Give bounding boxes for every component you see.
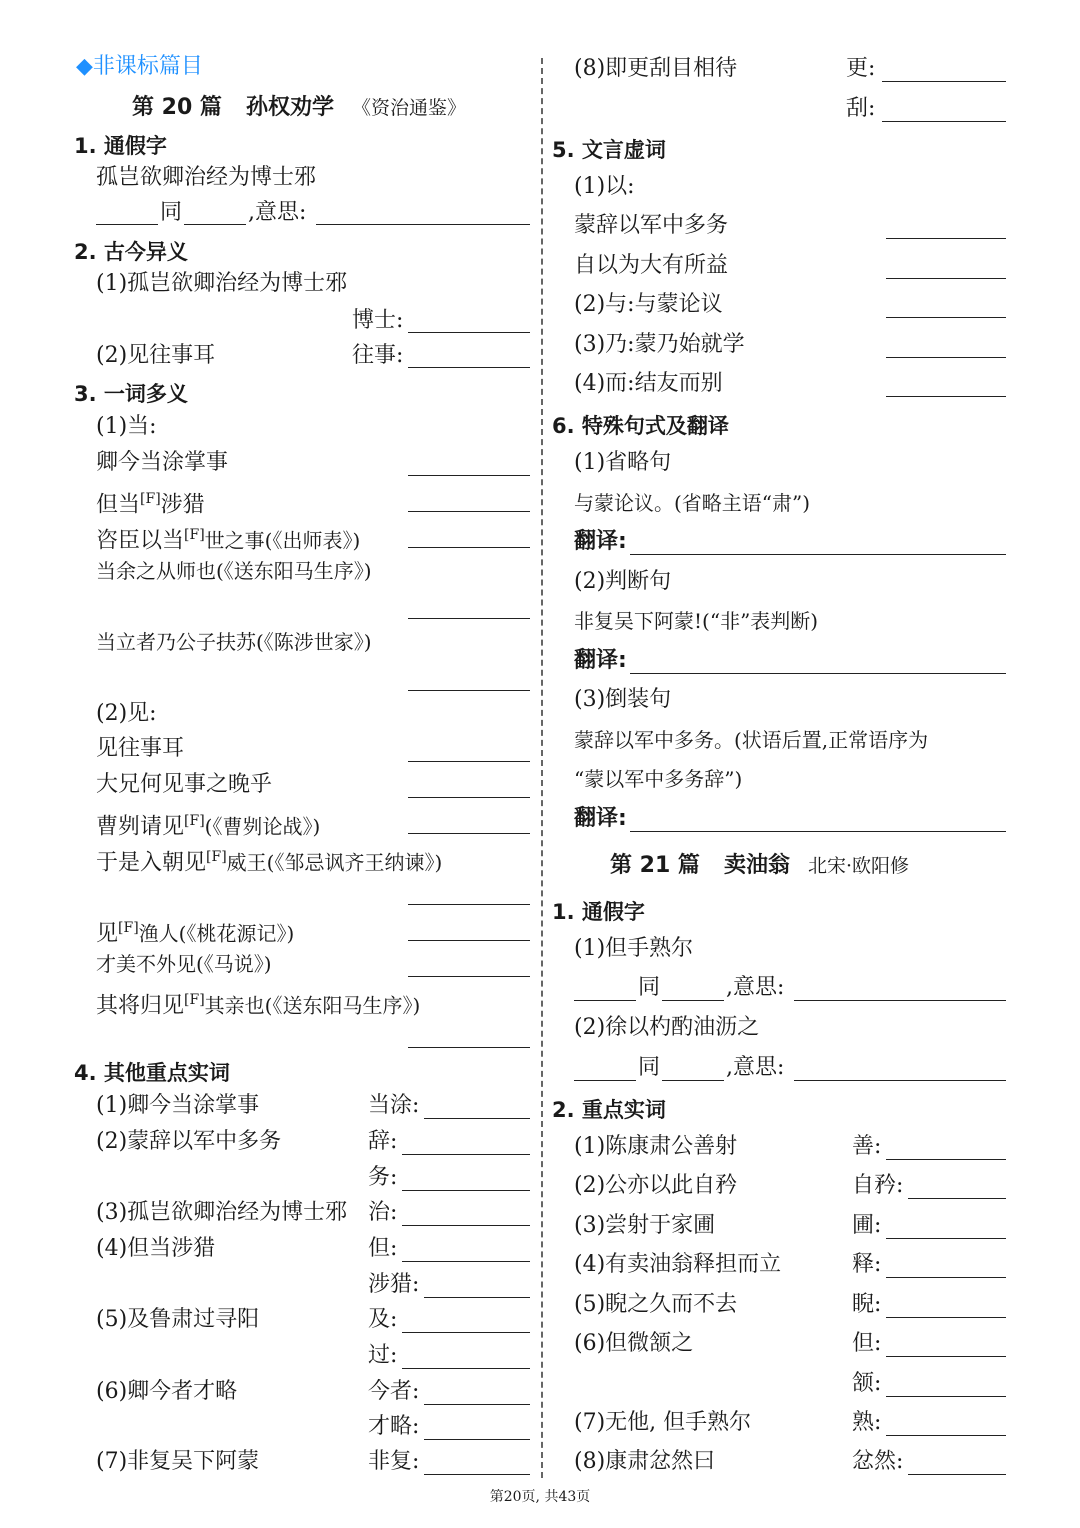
answer-line[interactable] bbox=[408, 761, 530, 762]
answer-line[interactable] bbox=[886, 1396, 1006, 1397]
item-text: (3)尝射于家圃 bbox=[574, 1213, 716, 1238]
item-text: (7)无他, 但手熟尔 bbox=[574, 1410, 752, 1435]
term-label: 过: bbox=[368, 1343, 398, 1368]
answer-line[interactable] bbox=[794, 1000, 1006, 1001]
sub-heading: (1)以: bbox=[574, 174, 635, 199]
sub-heading: (2)与:与蒙论议 bbox=[574, 292, 723, 317]
meaning-label: ,意思: bbox=[726, 975, 785, 1000]
text: 其将归见 bbox=[96, 993, 185, 1019]
answer-line[interactable] bbox=[886, 1277, 1006, 1278]
term-label: 当涂: bbox=[368, 1093, 420, 1118]
item-text: (8)即更刮目相待 bbox=[574, 56, 738, 81]
answer-line[interactable] bbox=[408, 618, 530, 619]
answer-line[interactable] bbox=[424, 1474, 530, 1475]
example-sentence: 当余之从师也(《送东阳马生序》) bbox=[96, 559, 372, 583]
sub-heading: (1)省略句 bbox=[574, 450, 672, 475]
section-title: 2. 重点实词 bbox=[552, 1098, 666, 1122]
answer-line[interactable] bbox=[408, 976, 530, 977]
same-label: 同 bbox=[638, 1055, 661, 1080]
answer-line[interactable] bbox=[408, 367, 530, 368]
text: 见 bbox=[96, 921, 119, 947]
chapter-source: 北宋·欧阳修 bbox=[807, 855, 909, 877]
example-sentence: 非复吴下阿蒙!(“非”表判断) bbox=[574, 609, 819, 633]
term-label: 忿然: bbox=[852, 1449, 904, 1474]
term-label: 颔: bbox=[852, 1371, 882, 1396]
answer-line[interactable] bbox=[424, 1297, 530, 1298]
example-sentence bbox=[96, 484, 205, 520]
answer-line[interactable] bbox=[402, 1190, 530, 1191]
answer-line[interactable] bbox=[408, 904, 530, 905]
term-label: 更: bbox=[846, 56, 876, 81]
answer-line[interactable] bbox=[630, 831, 1006, 832]
term-label: 今者: bbox=[368, 1379, 420, 1404]
answer-line[interactable] bbox=[402, 1261, 530, 1262]
category-heading: ◆非课标篇目 bbox=[76, 54, 203, 79]
answer-line[interactable] bbox=[886, 317, 1006, 318]
ref-mark: [F] bbox=[118, 920, 139, 936]
sub-heading: (3)倒装句 bbox=[574, 687, 672, 712]
ref-mark: [F] bbox=[140, 491, 161, 507]
term-label: 往事: bbox=[352, 343, 404, 368]
section-title: 1. 通假字 bbox=[74, 134, 167, 158]
page-footer: 第20页, 共43页 bbox=[489, 1489, 591, 1505]
example-sentence: “蒙以军中多务辞”) bbox=[574, 767, 743, 791]
example-sentence bbox=[96, 806, 320, 842]
example-sentence: 大兄何见事之晚乎 bbox=[96, 772, 273, 797]
term-label: 非复: bbox=[368, 1449, 420, 1474]
section-title: 3. 一词多义 bbox=[74, 382, 188, 406]
text: 其亲也(《送东阳马生序》) bbox=[204, 993, 421, 1018]
chapter-name: 卖油翁 bbox=[723, 853, 790, 878]
term-label: 但: bbox=[852, 1331, 882, 1356]
answer-line[interactable] bbox=[662, 1080, 724, 1081]
term-label: 及: bbox=[368, 1307, 398, 1332]
answer-line[interactable] bbox=[886, 396, 1006, 397]
text: 曹刿请见 bbox=[96, 814, 185, 840]
answer-line[interactable] bbox=[574, 1080, 636, 1081]
item-text: (1)陈康肃公善射 bbox=[574, 1134, 738, 1159]
answer-line[interactable] bbox=[408, 511, 530, 512]
term-label: 熟: bbox=[852, 1410, 882, 1435]
text: 渔人(《桃花源记》) bbox=[138, 921, 295, 946]
ref-mark: [F] bbox=[184, 992, 205, 1008]
answer-line[interactable] bbox=[408, 1047, 530, 1048]
section-title: 1. 通假字 bbox=[552, 900, 645, 924]
chapter-number: 第 20 篇 bbox=[132, 95, 222, 120]
sub-heading: (4)而:结友而别 bbox=[574, 371, 723, 396]
ref-mark: [F] bbox=[206, 849, 227, 865]
term-label: 务: bbox=[368, 1165, 398, 1190]
example-sentence: 才美不外见(《马说》) bbox=[96, 952, 272, 976]
translate-label: 翻译: bbox=[574, 529, 627, 554]
answer-line[interactable] bbox=[408, 475, 530, 476]
text: 咨臣以当 bbox=[96, 528, 185, 554]
answer-line[interactable] bbox=[886, 1435, 1006, 1436]
answer-line[interactable] bbox=[886, 1238, 1006, 1239]
example-sentence: 当立者乃公子扶苏(《陈涉世家》) bbox=[96, 630, 372, 654]
example-sentence: 蒙辞以军中多务 bbox=[574, 213, 729, 238]
term-label: 但: bbox=[368, 1236, 398, 1261]
example-sentence bbox=[96, 520, 360, 556]
answer-line[interactable] bbox=[886, 357, 1006, 358]
term-label: 睨: bbox=[852, 1292, 882, 1317]
example-sentence: 卿今当涂掌事 bbox=[96, 450, 229, 475]
answer-line[interactable] bbox=[630, 673, 1006, 674]
item-text: (2)蒙辞以军中多务 bbox=[96, 1129, 282, 1154]
term-label: 刮: bbox=[846, 96, 876, 121]
ref-mark: [F] bbox=[184, 813, 205, 829]
column-divider bbox=[541, 58, 543, 1478]
answer-line[interactable] bbox=[794, 1080, 1006, 1081]
section-title: 4. 其他重点实词 bbox=[74, 1061, 230, 1085]
item-text: (4)但当涉猎 bbox=[96, 1236, 216, 1261]
item-text: (2)徐以杓酌油沥之 bbox=[574, 1015, 760, 1040]
term-label: 善: bbox=[852, 1134, 882, 1159]
answer-line[interactable] bbox=[424, 1118, 530, 1119]
sentence: 孤岂欲卿治经为博士邪 bbox=[96, 165, 317, 190]
item-text: (2)公亦以此自矜 bbox=[574, 1173, 738, 1198]
same-label: 同 bbox=[638, 975, 661, 1000]
text: 但当 bbox=[96, 492, 141, 518]
sub-heading: (2)见: bbox=[96, 701, 157, 726]
answer-line[interactable] bbox=[316, 224, 530, 225]
answer-line[interactable] bbox=[882, 81, 1006, 82]
item-text: (5)睨之久而不去 bbox=[574, 1292, 738, 1317]
text: 威王(《邹忌讽齐王纳谏》) bbox=[226, 850, 443, 875]
answer-line[interactable] bbox=[408, 833, 530, 834]
term-label: 才略: bbox=[368, 1414, 420, 1439]
answer-line[interactable] bbox=[408, 690, 530, 691]
text: 于是入朝见 bbox=[96, 850, 207, 876]
item-text: (3)孤岂欲卿治经为博士邪 bbox=[96, 1200, 348, 1225]
item-text: (7)非复吴下阿蒙 bbox=[96, 1449, 260, 1474]
chapter-20-title bbox=[132, 90, 466, 121]
answer-line[interactable] bbox=[408, 940, 530, 941]
answer-line[interactable] bbox=[882, 121, 1006, 122]
answer-line[interactable] bbox=[408, 547, 530, 548]
example-sentence bbox=[96, 842, 442, 878]
chapter-21-title bbox=[610, 848, 909, 879]
answer-line[interactable] bbox=[402, 1225, 530, 1226]
item-text: (4)有卖油翁释担而立 bbox=[574, 1252, 782, 1277]
sub-heading: (3)乃:蒙乃始就学 bbox=[574, 332, 745, 357]
term-label: 辞: bbox=[368, 1129, 398, 1154]
example-sentence bbox=[96, 913, 294, 949]
answer-line[interactable] bbox=[574, 1000, 636, 1001]
item-text: (1)孤岂欲卿治经为博士邪 bbox=[96, 271, 348, 296]
item-text: (8)康肃忿然曰 bbox=[574, 1449, 716, 1474]
example-sentence bbox=[96, 985, 420, 1021]
answer-line[interactable] bbox=[886, 238, 1006, 239]
term-label: 释: bbox=[852, 1252, 882, 1277]
example-sentence: 见往事耳 bbox=[96, 736, 185, 761]
chapter-name: 孙权劝学 bbox=[245, 95, 334, 120]
answer-line[interactable] bbox=[908, 1198, 1006, 1199]
meaning-label: ,意思: bbox=[248, 200, 307, 225]
answer-line[interactable] bbox=[662, 1000, 724, 1001]
term-label: 治: bbox=[368, 1200, 398, 1225]
answer-line[interactable] bbox=[402, 1368, 530, 1369]
text: 世之事(《出师表》) bbox=[204, 528, 361, 553]
answer-line[interactable] bbox=[184, 224, 246, 225]
answer-line[interactable] bbox=[630, 554, 1006, 555]
same-label: 同 bbox=[160, 200, 183, 225]
example-sentence: 与蒙论议。(省略主语“肃”) bbox=[574, 491, 811, 515]
answer-line[interactable] bbox=[886, 278, 1006, 279]
item-text: (2)见往事耳 bbox=[96, 343, 216, 368]
translate-label: 翻译: bbox=[574, 806, 627, 831]
term-label: 涉猎: bbox=[368, 1272, 420, 1297]
chapter-source: 《资治通鉴》 bbox=[351, 97, 466, 119]
answer-line[interactable] bbox=[408, 797, 530, 798]
answer-line[interactable] bbox=[886, 1159, 1006, 1160]
meaning-label: ,意思: bbox=[726, 1055, 785, 1080]
answer-line[interactable] bbox=[886, 1356, 1006, 1357]
example-sentence: 蒙辞以军中多务。(状语后置,正常语序为 bbox=[574, 728, 929, 752]
term-label: 自矜: bbox=[852, 1173, 904, 1198]
chapter-number: 第 21 篇 bbox=[610, 853, 700, 878]
answer-line[interactable] bbox=[886, 1317, 1006, 1318]
section-title: 6. 特殊句式及翻译 bbox=[552, 414, 729, 438]
translate-label: 翻译: bbox=[574, 648, 627, 673]
example-sentence: 自以为大有所益 bbox=[574, 253, 729, 278]
answer-line[interactable] bbox=[424, 1404, 530, 1405]
term-label: 圃: bbox=[852, 1213, 882, 1238]
answer-line[interactable] bbox=[402, 1332, 530, 1333]
text: (《曹刿论战》) bbox=[204, 814, 321, 839]
section-title: 5. 文言虚词 bbox=[552, 138, 666, 162]
sub-heading: (1)当: bbox=[96, 414, 157, 439]
item-text: (6)卿今者才略 bbox=[96, 1379, 238, 1404]
section-title: 2. 古今异义 bbox=[74, 240, 188, 264]
term-label: 博士: bbox=[352, 308, 404, 333]
answer-line[interactable] bbox=[424, 1439, 530, 1440]
item-text: (1)卿今当涂掌事 bbox=[96, 1093, 260, 1118]
item-text: (6)但微颔之 bbox=[574, 1331, 694, 1356]
answer-line[interactable] bbox=[408, 332, 530, 333]
ref-mark: [F] bbox=[184, 527, 205, 543]
item-text: (5)及鲁肃过寻阳 bbox=[96, 1307, 260, 1332]
text: 涉猎 bbox=[160, 492, 205, 518]
item-text: (1)但手熟尔 bbox=[574, 936, 694, 961]
answer-line[interactable] bbox=[96, 224, 158, 225]
answer-line[interactable] bbox=[402, 1154, 530, 1155]
sub-heading: (2)判断句 bbox=[574, 569, 672, 594]
answer-line[interactable] bbox=[908, 1474, 1006, 1475]
